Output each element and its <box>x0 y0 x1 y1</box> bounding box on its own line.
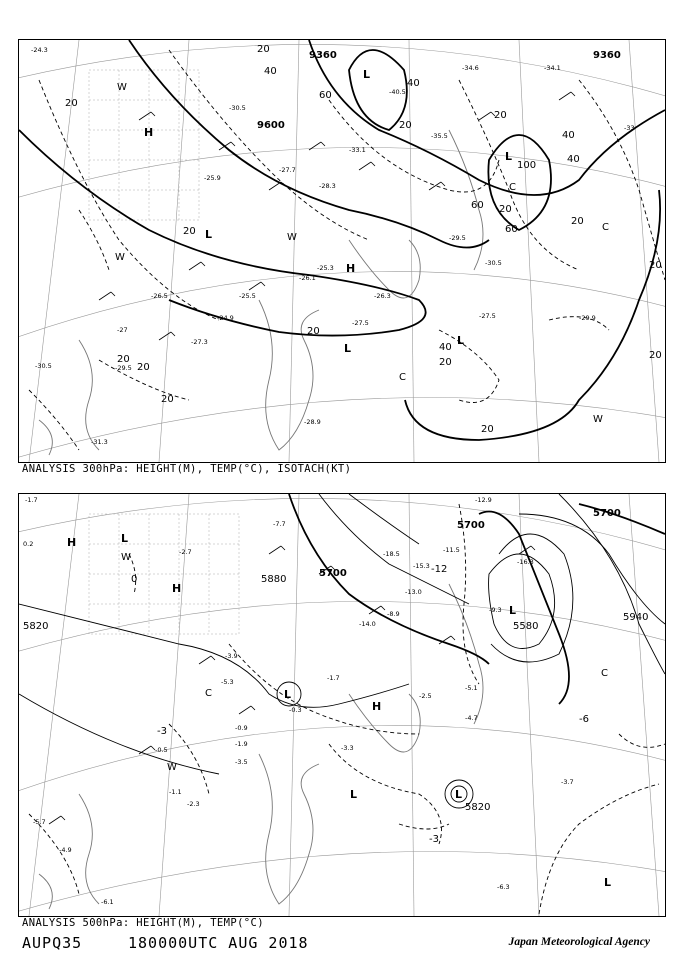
temperature-label: -24.3 <box>31 46 48 54</box>
isotach-label: 20 <box>257 44 270 55</box>
graticule <box>19 494 665 916</box>
warm-mark: W <box>167 762 177 773</box>
temperature-label: -33.1 <box>349 146 366 154</box>
height-label: 5880 <box>261 574 287 585</box>
wind-area-group <box>121 552 608 773</box>
temperature-label: -0.9 <box>235 724 248 732</box>
warm-mark: W <box>121 552 131 563</box>
chart-300hpa-map <box>19 40 665 462</box>
isotach-label: 20 <box>137 362 150 373</box>
height-label: 5700 <box>319 568 347 579</box>
isotach-label: 20 <box>161 394 174 405</box>
thin-contours <box>19 494 665 808</box>
temperature-label: -30.5 <box>229 104 246 112</box>
product-code: AUPQ35 <box>22 934 83 952</box>
agency-name: Japan Meteorological Agency <box>508 936 650 948</box>
isotherm-label: -6 <box>579 714 589 725</box>
isotach-label: 100 <box>517 160 537 171</box>
coastlines <box>39 130 483 455</box>
high-center: H <box>372 700 382 713</box>
isotherm-label-group <box>131 564 589 845</box>
temperature-label: -25.3 <box>317 264 334 272</box>
temperature-label: -0.5 <box>155 746 168 754</box>
low-center: L <box>509 604 517 617</box>
height-label: 9600 <box>257 120 285 131</box>
temperature-label: -11.5 <box>443 546 460 554</box>
temperature-label: -29.5 <box>115 364 132 372</box>
temperature-label: -3.9 <box>225 652 238 660</box>
isotherm-label: -3 <box>157 726 167 737</box>
temperature-label: -27.5 <box>479 312 496 320</box>
temperature-label: -26.1 <box>299 274 316 282</box>
temperature-label: -4.9 <box>59 846 72 854</box>
temperature-label: -0.3 <box>289 706 302 714</box>
temperature-label: -1.7 <box>327 674 340 682</box>
isotach-label: 20 <box>499 204 512 215</box>
chart-500hpa-map <box>19 494 665 916</box>
temperature-label: -2.7 <box>179 548 192 556</box>
low-center: L <box>505 150 513 163</box>
isotach-label: 20 <box>399 120 412 131</box>
high-center: H <box>172 582 182 595</box>
isotach-label: 40 <box>567 154 580 165</box>
temperature-label: -31.3 <box>91 438 108 446</box>
low-center: L <box>604 876 612 889</box>
temperature-label: -2.5 <box>419 692 432 700</box>
temperature-label: -27.3 <box>191 338 208 346</box>
isotach-label: 20 <box>481 424 494 435</box>
isotach-label: 20 <box>649 350 662 361</box>
isotherm-label: -12 <box>431 564 448 575</box>
low-center: L <box>363 68 371 81</box>
temperature-label: -1.9 <box>235 740 248 748</box>
temperature-label: -25.9 <box>204 174 221 182</box>
cold-mark: C <box>602 222 609 233</box>
temperature-label: -14.0 <box>359 620 376 628</box>
isotach-label: 40 <box>407 78 420 89</box>
caption-500hpa: ANALYSIS 500hPa: HEIGHT(M), TEMP(°C) <box>22 917 264 929</box>
chart-500hpa-panel <box>18 493 666 917</box>
temperature-label: -33 <box>624 124 635 132</box>
graticule <box>19 40 665 462</box>
chart-300hpa-panel <box>18 39 666 463</box>
temperature-label: -3.3 <box>341 744 354 752</box>
cold-mark: C <box>601 668 608 679</box>
high-center: H <box>144 126 154 139</box>
isotach-label: 20 <box>307 326 320 337</box>
isotherm-label: -3 <box>429 834 439 845</box>
temperature-label: -3.5 <box>235 758 248 766</box>
temperature-label: -8.9 <box>387 610 400 618</box>
isotach-label: 20 <box>649 260 662 271</box>
low-center: L <box>350 788 358 801</box>
low-center: L <box>284 688 292 701</box>
isotach-label: 40 <box>562 130 575 141</box>
temperature-label: -18.5 <box>383 550 400 558</box>
height-label: 5820 <box>465 802 491 813</box>
temperature-label: 0.2 <box>23 540 34 548</box>
warm-mark: W <box>287 232 297 243</box>
temperature-label: -4.7 <box>465 714 478 722</box>
temperature-label: -3.7 <box>561 778 574 786</box>
isotach-label: 20 <box>494 110 507 121</box>
temperature-label: -12.9 <box>475 496 492 504</box>
height-label: 5580 <box>513 621 539 632</box>
isotherm-label: 0 <box>131 574 138 585</box>
temperature-label: -29.5 <box>449 234 466 242</box>
warm-mark: W <box>115 252 125 263</box>
temperature-label: -30.5 <box>485 259 502 267</box>
height-label: 9360 <box>593 50 621 61</box>
valid-time: 180000UTC AUG 2018 <box>128 934 309 952</box>
temperature-label: -34.6 <box>462 64 479 72</box>
temperature-label: -15.3 <box>413 562 430 570</box>
temperature-label: -25.5 <box>239 292 256 300</box>
height-label: 5700 <box>593 508 621 519</box>
height-label-group <box>257 50 621 131</box>
isotach-label: 60 <box>471 200 484 211</box>
terrain-hatch <box>89 514 239 634</box>
isotach-label: 40 <box>439 342 452 353</box>
height-label: 9360 <box>309 50 337 61</box>
temperature-label: -5.7 <box>33 818 46 826</box>
temperature-label: -30.5 <box>35 362 52 370</box>
temperature-label: -5.3 <box>221 678 234 686</box>
height-label: 5700 <box>457 520 485 531</box>
isotach-label-group <box>65 44 662 435</box>
temperature-label: -28.3 <box>319 182 336 190</box>
isotach-label: 40 <box>264 66 277 77</box>
isotach-label: 20 <box>65 98 78 109</box>
temperature-label: -1.1 <box>169 788 182 796</box>
temperature-label: -5.1 <box>465 684 478 692</box>
height-label: 5820 <box>23 621 49 632</box>
isotach-label: 60 <box>505 224 518 235</box>
temperature-label: -7.7 <box>273 520 286 528</box>
height-label: 5940 <box>623 612 649 623</box>
temperature-label: -35.5 <box>431 132 448 140</box>
isotherm-lines <box>29 504 665 914</box>
temperature-label: -24.9 <box>217 314 234 322</box>
temperature-label: -6.3 <box>497 883 510 891</box>
cold-mark: C <box>509 182 516 193</box>
isotach-label: 60 <box>319 90 332 101</box>
cold-mark: C <box>399 372 406 383</box>
temperature-label: -2.3 <box>187 800 200 808</box>
cold-mark: C <box>205 688 212 699</box>
temperature-label: -29.9 <box>579 314 596 322</box>
terrain-hatch <box>89 70 199 220</box>
low-center: L <box>121 532 129 545</box>
warm-mark: W <box>117 82 127 93</box>
low-center: L <box>457 334 465 347</box>
isotach-label: 20 <box>439 357 452 368</box>
high-center: H <box>346 262 356 275</box>
temperature-label: -13.0 <box>405 588 422 596</box>
isotach-lines <box>29 50 665 450</box>
temperature-label: -28.9 <box>304 418 321 426</box>
high-center: H <box>67 536 77 549</box>
low-center: L <box>344 342 352 355</box>
low-center: L <box>455 788 463 801</box>
temperature-label: -40.5 <box>389 88 406 96</box>
isotach-label: 20 <box>183 226 196 237</box>
temperature-label: -27 <box>117 326 128 334</box>
temperature-label-group <box>31 46 635 446</box>
temperature-label: -16.3 <box>517 558 534 566</box>
temperature-label: -9.3 <box>489 606 502 614</box>
temperature-label: -26.5 <box>151 292 168 300</box>
temperature-label: -26.3 <box>374 292 391 300</box>
isotach-label: 20 <box>571 216 584 227</box>
height-contours <box>19 40 665 440</box>
low-center: L <box>205 228 213 241</box>
temperature-label: -34.1 <box>544 64 561 72</box>
temperature-label: -27.5 <box>352 319 369 327</box>
temperature-label: -6.1 <box>101 898 114 906</box>
temperature-label: -1.7 <box>25 496 38 504</box>
isotach-label: 20 <box>117 354 130 365</box>
caption-300hpa: ANALYSIS 300hPa: HEIGHT(M), TEMP(°C), ISOTACH(KT) <box>22 463 352 475</box>
temperature-label: -27.7 <box>279 166 296 174</box>
warm-mark: W <box>593 414 603 425</box>
